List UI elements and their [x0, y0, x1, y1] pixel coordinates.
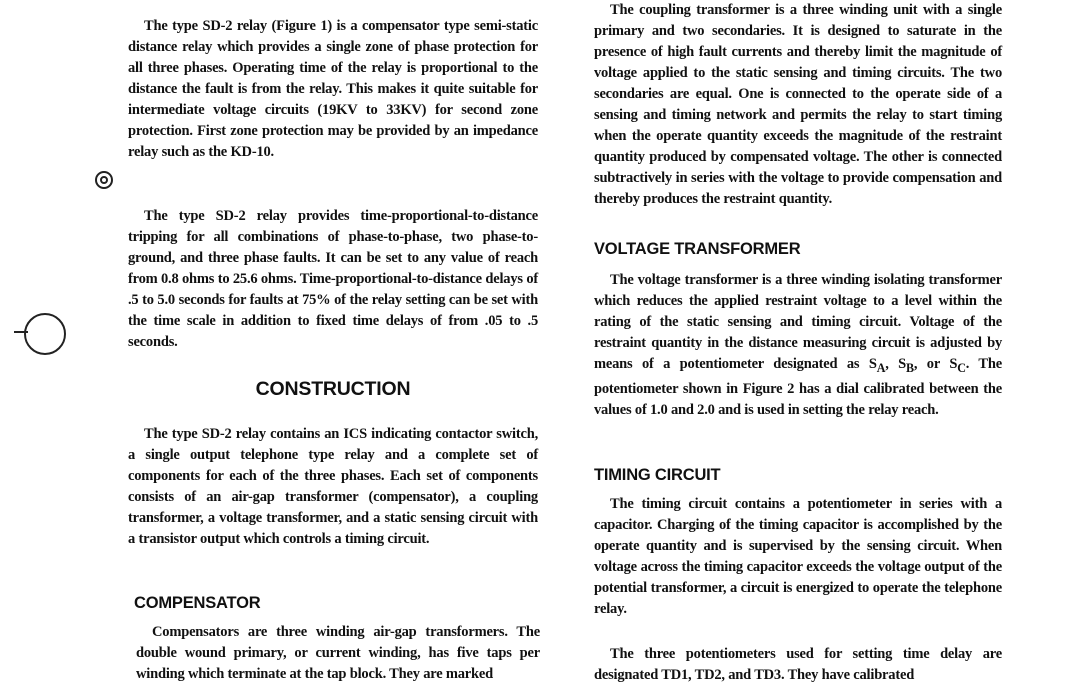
- vt-text-after: . The potentiometer shown in Figure 2 has a dial calibrated between the values of 1.0 and 2.0 and is used in setting the relay reach.: [594, 356, 1002, 418]
- compensator-paragraph: Compensators are three winding air-gap transformers. The double wound primary, or current winding, has five taps per winding which terminate at the tap block. They are marked: [136, 624, 540, 682]
- subscript-a: A: [876, 360, 886, 375]
- intro-paragraph: The type SD-2 relay (Figure 1) is a compensator type semi-static distance relay which provides a single zone of phase protection for all three phases. Operating time of the relay is proportional to the distance the fault is from the relay. This makes it quite suitable for intermediate voltage circuits (19KV to 33KV) for second zone protection. First zone protection may be provided by an impedance relay such as the KD-10.: [128, 18, 538, 160]
- separator-1: ,: [885, 356, 899, 372]
- construction-heading: CONSTRUCTION: [255, 378, 411, 400]
- binder-hole-mark: [14, 331, 28, 333]
- separator-2: , or: [913, 356, 950, 372]
- tripping-paragraph: The type SD-2 relay provides time-proportional-to-distance tripping for all combinations of phase-to-phase, two phase-to-ground, and three phase faults. It can be set to any value of reach from 0.8 ohms to 25.6 ohms. Time-proportional-to-distance delays of .5 to 5.0 seconds for faults at 75% of the relay setting can be set with the time scale in addition to fixed time delays of from .05 to .5 seconds.: [128, 208, 538, 350]
- potentiometer-paragraph: The three potentiometers used for setting time delay are designated TD1, TD2, and TD3. They have calibrated: [594, 646, 1002, 683]
- binder-hole-small: [95, 171, 113, 189]
- s-letter-c: S: [949, 356, 958, 372]
- s-letter-a: S: [868, 356, 877, 372]
- coupling-paragraph: The coupling transformer is a three winding unit with a single primary and two secondaries. It is designed to saturate in the presence of high fault currents and thereby limit the magnitude of voltage applied to the static sensing and timing circuits. The two secondaries are equal. One is connected to the operate side of a sensing and timing network and permits the relay to start timing when the operate quantity exceeds the magnitude of the restraint quantity produced by compensated voltage. The other is connected subtractively in series with the voltage to provide compensation and thereby produces the restraint quantity.: [594, 2, 1002, 207]
- voltage-transformer-heading: VOLTAGE TRANSFORMER: [594, 240, 801, 258]
- subscript-b: B: [906, 360, 914, 375]
- timing-circuit-heading: TIMING CIRCUIT: [594, 466, 721, 484]
- s-letter-b: S: [898, 356, 907, 372]
- subscript-c: C: [957, 360, 966, 375]
- vt-text-before: The voltage transformer is a three winding isolating transformer which reduces the applied restraint voltage to a level within the rating of the static sensing and timing circuit. Voltage of the restraint quantity in the distance measuring circuit is adjusted by means of a potentiometer designated as: [594, 272, 1002, 372]
- binder-hole-large: [24, 313, 66, 355]
- voltage-transformer-paragraph: [594, 270, 1002, 421]
- construction-paragraph: The type SD-2 relay contains an ICS indicating contactor switch, a single output telephone type relay and a complete set of components for each of the three phases. Each set of components consists of an air-gap transformer (compensator), a coupling transformer, a voltage transformer, and a static sensing circuit with a transistor output which controls a timing circuit.: [128, 426, 538, 547]
- timing-circuit-paragraph: The timing circuit contains a potentiometer in series with a capacitor. Charging of the timing capacitor is accomplished by the operate quantity and is supervised by the sensing circuit. When voltage across the timing capacitor exceeds the voltage output of the potential transformer, a circuit is energized to operate the telephone relay.: [594, 496, 1002, 617]
- compensator-heading: COMPENSATOR: [134, 594, 261, 612]
